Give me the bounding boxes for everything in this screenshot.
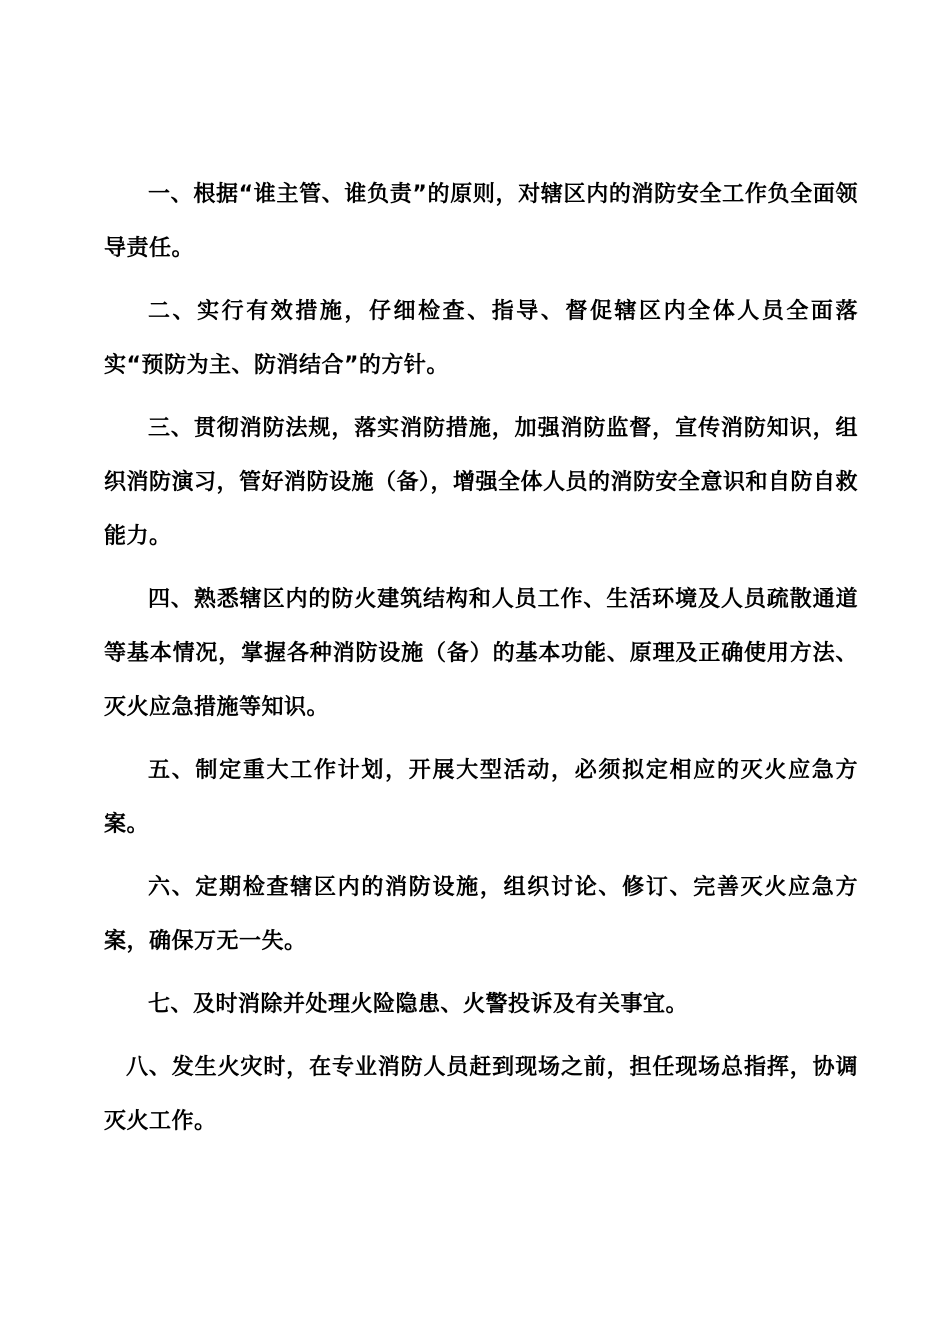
paragraph-5: 五、制定重大工作计划，开展大型活动，必须拟定相应的灭火应急方案。 [104,758,858,837]
paragraph-7: 七、及时消除并处理火险隐患、火警投诉及有关事宜。 [148,992,689,1017]
paragraph-2: 二、实行有效措施，仔细检查、指导、督促辖区内全体人员全面落实“预防为主、防消结合”的方针。 [104,299,858,378]
paragraph-8: 八、发生火灾时，在专业消防人员赶到现场之前，担任现场总指挥，协调灭火工作。 [104,1055,858,1134]
paragraph-6: 六、定期检查辖区内的消防设施，组织讨论、修订、完善灭火应急方案，确保万无一失。 [104,875,858,954]
paragraph-4: 四、熟悉辖区内的防火建筑结构和人员工作、生活环境及人员疏散通道等基本情况，掌握各种消防设施（备）的基本功能、原理及正确使用方法、灭火应急措施等知识。 [104,587,858,720]
paragraph-3: 三、贯彻消防法规，落实消防措施，加强消防监督，宣传消防知识，组织消防演习，管好消防设施（备），增强全体人员的消防安全意识和自防自救能力。 [104,416,859,549]
document-body [104,168,858,1158]
paragraph-1: 一、根据“谁主管、谁负责”的原则，对辖区内的消防安全工作负全面领导责任。 [104,182,858,261]
